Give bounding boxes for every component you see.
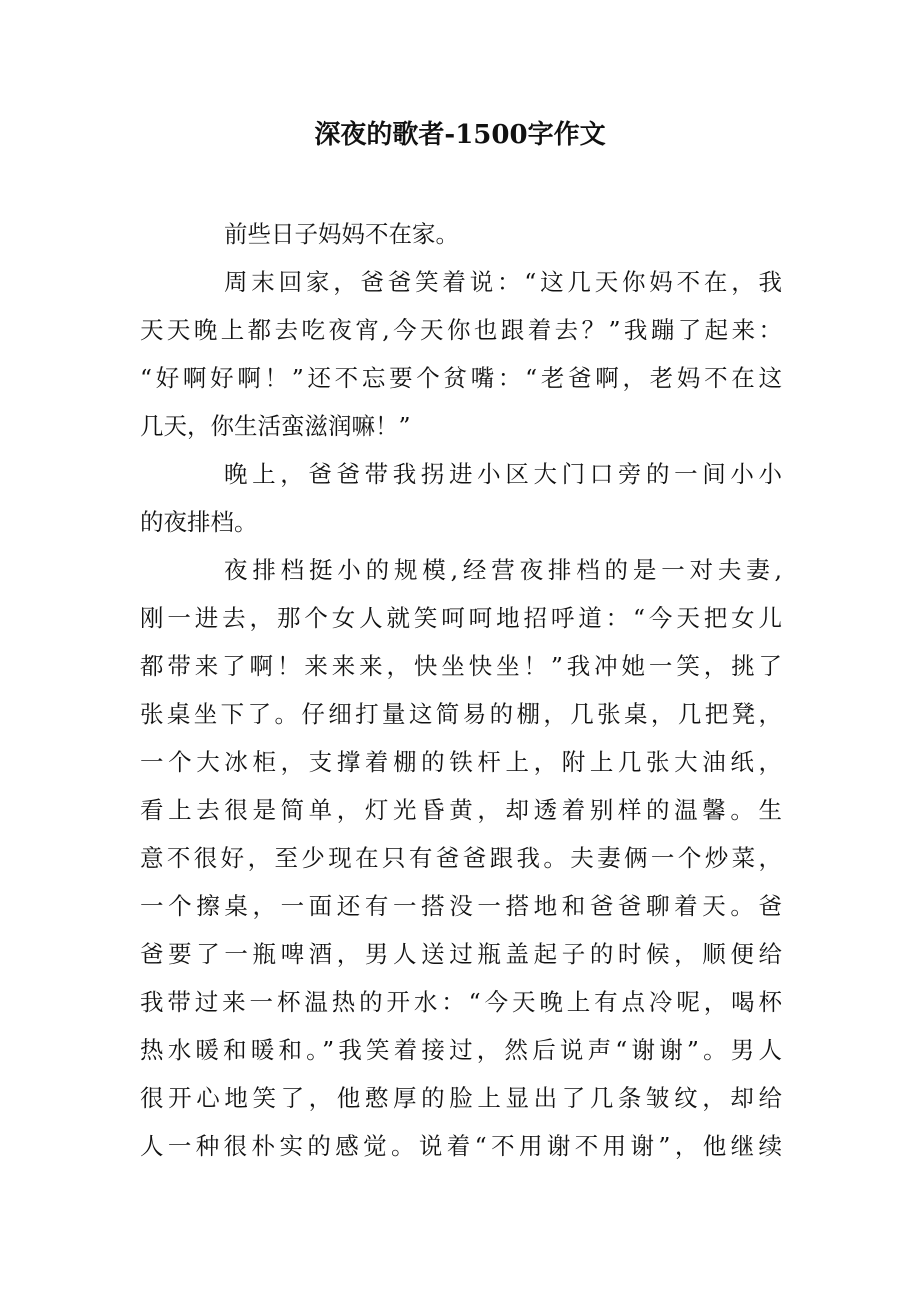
text-line: 都带来了啊！来来来，快坐快坐！”我冲她一笑，挑了 xyxy=(140,652,782,680)
text-line: 周末回家，爸爸笑着说：“这几天你妈不在，我 xyxy=(224,268,782,296)
essay-body xyxy=(140,210,782,1170)
text-line: 意不很好，至少现在只有爸爸跟我。夫妻俩一个炒菜， xyxy=(140,844,782,872)
essay-title: 深夜的歌者-1500字作文 xyxy=(314,120,606,150)
text-line: 爸要了一瓶啤酒，男人送过瓶盖起子的时候，顺便给 xyxy=(140,940,782,968)
text-line: 刚一进去，那个女人就笑呵呵地招呼道：“今天把女儿 xyxy=(140,604,782,632)
text-line: 一个擦桌，一面还有一搭没一搭地和爸爸聊着天。爸 xyxy=(140,892,782,920)
text-line: 前些日子妈妈不在家。 xyxy=(224,220,459,248)
text-line: 天天晚上都去吃夜宵,今天你也跟着去？”我蹦了起来： xyxy=(140,316,782,344)
text-line: 人一种很朴实的感觉。说着“不用谢不用谢”，他继续 xyxy=(140,1132,782,1160)
text-line: 夜排档挺小的规模,经营夜排档的是一对夫妻, xyxy=(224,556,782,584)
text-line: 很开心地笑了，他憨厚的脸上显出了几条皱纹，却给 xyxy=(140,1084,782,1112)
text-line: 的夜排档。 xyxy=(140,508,258,536)
text-line: 我带过来一杯温热的开水：“今天晚上有点冷呢，喝杯 xyxy=(140,988,782,1016)
text-line: 热水暖和暖和。”我笑着接过，然后说声“谢谢”。男人 xyxy=(140,1036,782,1064)
text-line: “好啊好啊！”还不忘要个贫嘴：“老爸啊，老妈不在这 xyxy=(140,364,782,392)
text-line: 张桌坐下了。仔细打量这简易的棚，几张桌，几把凳， xyxy=(140,700,782,728)
text-line: 晚上，爸爸带我拐进小区大门口旁的一间小小 xyxy=(224,460,782,488)
text-line: 看上去很是简单，灯光昏黄，却透着别样的温馨。生 xyxy=(140,796,782,824)
text-line: 一个大冰柜，支撑着棚的铁杆上，附上几张大油纸， xyxy=(140,748,782,776)
text-line: 几天，你生活蛮滋润嘛！” xyxy=(140,412,411,440)
